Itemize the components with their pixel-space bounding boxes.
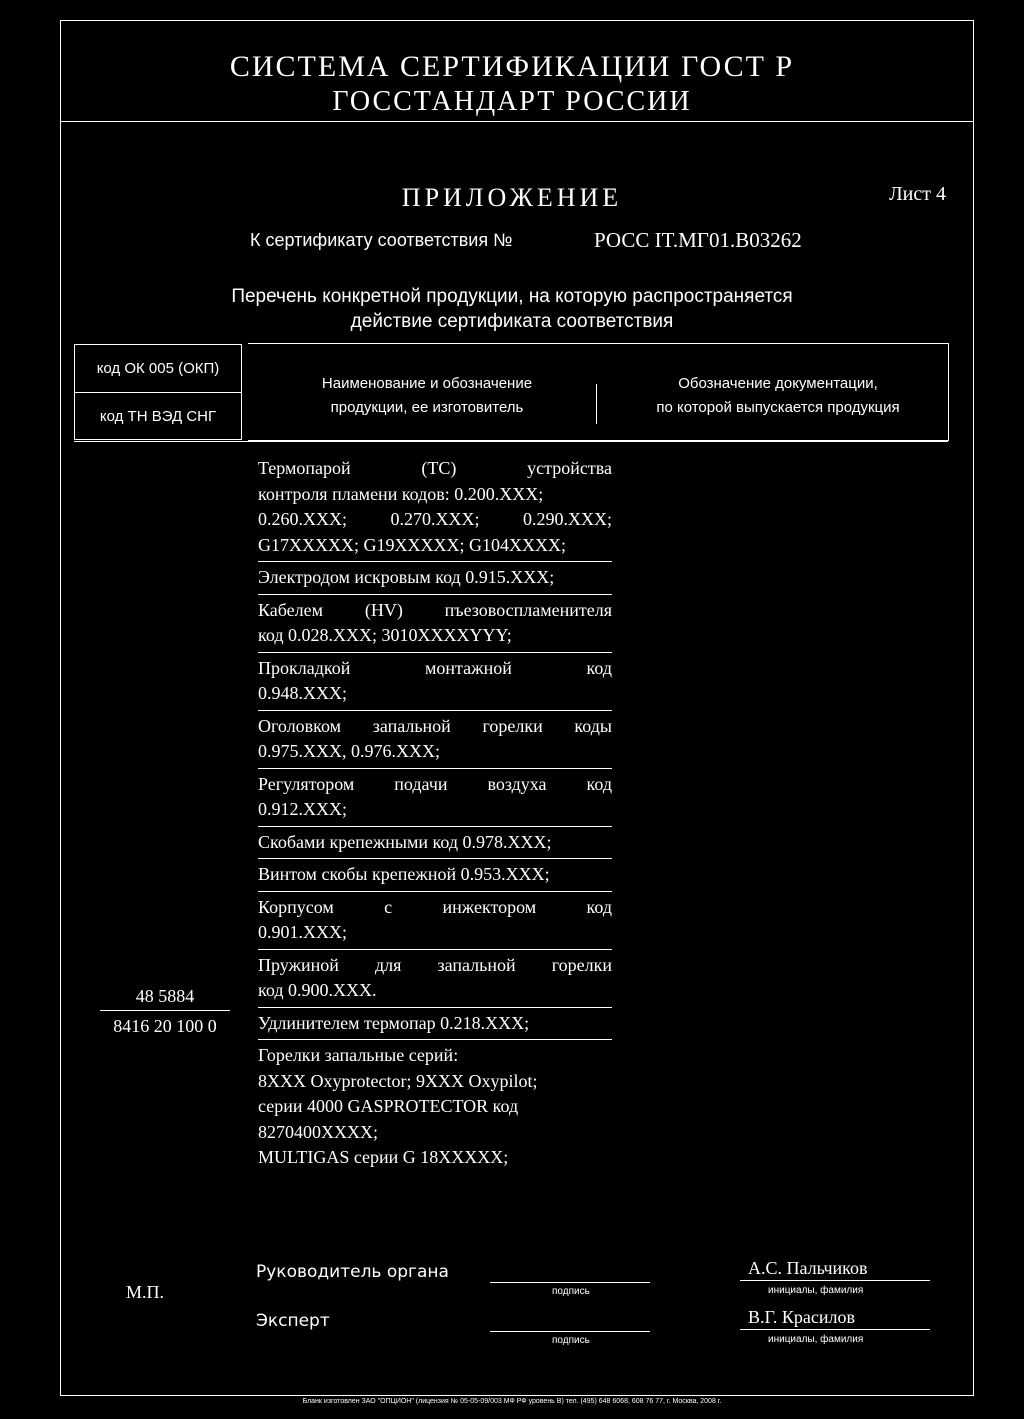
product-divider — [258, 594, 612, 595]
product-divider — [258, 891, 612, 892]
code-divider — [100, 1010, 230, 1011]
sheet-number: Лист 4 — [889, 183, 946, 205]
product-divider — [258, 949, 612, 950]
header-column-divider — [596, 384, 597, 424]
documentation-header — [608, 372, 948, 420]
product-item — [258, 1011, 612, 1037]
agency-title: ГОССТАНДАРТ РОССИИ — [332, 86, 692, 117]
product-line: Корпусом с инжектором код — [258, 896, 612, 917]
product-divider — [258, 826, 612, 827]
expert-signature-caption: подпись — [552, 1335, 590, 1346]
product-line: 0.260.XXX; 0.270.XXX; 0.290.XXX; — [258, 509, 612, 529]
product-divider — [258, 561, 612, 562]
product-item — [258, 953, 612, 1004]
product-line: Пружиной для запальной горелки — [258, 954, 612, 975]
product-line: Кабелем (HV) пъезовоспламенителя — [258, 599, 612, 620]
code-header-box — [74, 344, 242, 440]
documentation-header-line1: Обозначение документации, — [678, 375, 878, 392]
product-line: Электродом искровым код 0.915.XXX; — [258, 567, 555, 587]
head-name-line — [740, 1280, 930, 1281]
head-signature-line — [490, 1282, 650, 1283]
header-right-rule — [948, 343, 949, 441]
product-line: 8XXX Oxyprotector; 9XXX Oxypilot; — [258, 1070, 538, 1091]
head-name-caption: инициалы, фамилия — [768, 1285, 864, 1296]
product-divider — [258, 652, 612, 653]
table-body-rule — [74, 441, 948, 442]
product-list — [258, 456, 612, 1171]
product-name-header — [262, 372, 592, 420]
product-item — [258, 830, 612, 856]
form-printer-note: Бланк изготовлен ЗАО "ОПЦИОН" (лицензия № 05-05-09/003 МФ РФ уровень В) тел. (495) 648 6068, 608 76 77, г. Москва, 2008 г. — [302, 1398, 722, 1405]
expert-name: В.Г. Красилов — [748, 1307, 855, 1327]
expert-name-line — [740, 1329, 930, 1330]
product-line: Винтом скобы крепежной 0.953.XXX; — [258, 864, 550, 884]
product-item — [258, 656, 612, 707]
product-item — [258, 895, 612, 946]
intro-text-line1: Перечень конкретной продукции, на которую распространяется — [231, 286, 793, 307]
product-line: 0.948.XXX; — [258, 683, 347, 703]
intro-text-line2: действие сертификата соответствия — [350, 311, 674, 332]
product-line: Термопарой (ТС) устройства — [258, 458, 612, 478]
head-of-body-label: Руководитель органа — [256, 1262, 449, 1282]
product-divider — [258, 858, 612, 859]
head-name: А.С. Пальчиков — [748, 1258, 868, 1278]
code-tnved-value: 8416 20 100 0 — [113, 1016, 217, 1036]
product-line: контроля пламени кодов: 0.200.XXX; — [258, 483, 544, 504]
product-item — [258, 565, 612, 591]
product-item — [258, 456, 612, 558]
product-line: код 0.028.XXX; 3010XXXXYYY; — [258, 625, 512, 645]
product-divider — [258, 710, 612, 711]
code-okp-value: 48 5884 — [135, 986, 195, 1006]
header-top-rule — [248, 343, 948, 344]
expert-label: Эксперт — [256, 1311, 330, 1331]
head-signature-caption: подпись — [552, 1286, 590, 1297]
appendix-title: ПРИЛОЖЕНИЕ — [401, 183, 623, 212]
product-line: Горелки запальные серий: — [258, 1045, 459, 1065]
code-tnved-header: код ТН ВЭД СНГ — [75, 392, 241, 440]
product-name-header-line2: продукции, ее изготовитель — [330, 399, 524, 416]
product-item — [258, 772, 612, 823]
product-item — [258, 862, 612, 888]
product-line: 0.975.XXX, 0.976.XXX; — [258, 741, 440, 761]
certificate-number: РОСС IT.МГ01.В03262 — [594, 228, 802, 252]
system-title: СИСТЕМА СЕРТИФИКАЦИИ ГОСТ Р — [229, 50, 795, 83]
product-line: 0.912.XXX; — [258, 799, 347, 819]
product-line: 8270400XXXX; — [258, 1121, 378, 1142]
expert-name-caption: инициалы, фамилия — [768, 1334, 864, 1345]
product-line: MULTIGAS серии G 18XXXXX; — [258, 1147, 509, 1167]
stamp-place: М.П. — [126, 1282, 165, 1302]
product-item — [258, 714, 612, 765]
product-item — [258, 1043, 612, 1171]
product-line: Оголовком запальной горелки коды — [258, 715, 612, 736]
product-line: Регулятором подачи воздуха код — [258, 773, 612, 794]
product-line: серии 4000 GASPROTECTOR код — [258, 1096, 519, 1116]
product-line: Прокладкой монтажной код — [258, 657, 612, 678]
product-line: Удлинителем термопар 0.218.XXX; — [258, 1012, 530, 1033]
product-name-header-line1: Наименование и обозначение — [321, 375, 533, 392]
product-line: G17XXXXX; G19XXXXX; G104XXXX; — [258, 534, 566, 555]
code-okp-header: код ОК 005 (ОКП) — [96, 360, 220, 377]
certificate-reference-label: К сертификату соответствия № — [250, 230, 513, 250]
documentation-header-line2: по которой выпускается продукция — [656, 399, 900, 416]
product-divider — [258, 1007, 612, 1008]
product-divider — [258, 1039, 612, 1040]
product-item — [258, 598, 612, 649]
product-line: код 0.900.XXX. — [258, 980, 377, 1000]
expert-signature-line — [490, 1331, 650, 1332]
product-line: Скобами крепежными код 0.978.XXX; — [258, 831, 552, 852]
product-line: 0.901.XXX; — [258, 922, 347, 942]
product-divider — [258, 768, 612, 769]
